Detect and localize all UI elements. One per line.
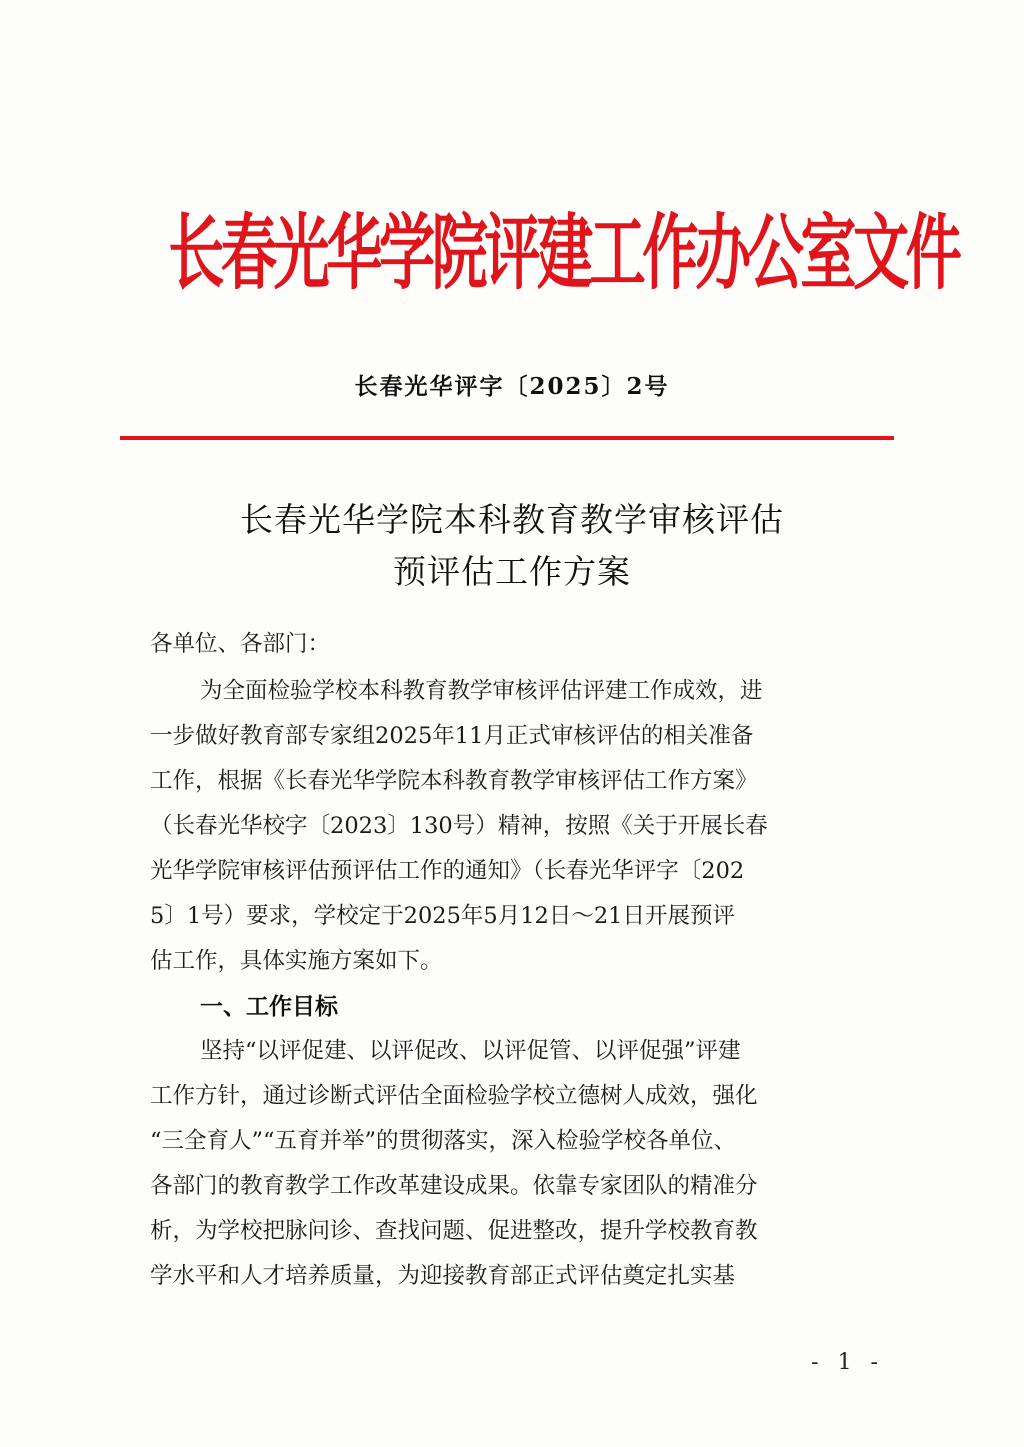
document-masthead: 长春光华学院评建工作办公室文件 bbox=[168, 206, 959, 302]
paragraph-1-line-3: 工作，根据《长春光华学院本科教育教学审核评估工作方案》 bbox=[150, 768, 758, 794]
section-heading-1: 一、工作目标 bbox=[200, 994, 338, 1020]
paragraph-2-line-3: “三全育人”“五育并举”的贯彻落实，深入检验学校各单位、 bbox=[150, 1128, 737, 1154]
paragraph-2-line-4: 各部门的教育教学工作改革建设成果。依靠专家团队的精准分 bbox=[150, 1173, 758, 1199]
paragraph-1-line-5: 光华学院审核评估预评估工作的通知》（长春光华评字〔202 bbox=[150, 858, 745, 884]
paragraph-2-line-2: 工作方针，通过诊断式评估全面检验学校立德树人成效，强化 bbox=[150, 1083, 758, 1109]
paragraph-2-line-1: 坚持“以评促建、以评促改、以评促管、以评促强”评建 bbox=[200, 1038, 741, 1064]
paragraph-1-line-4: （长春光华校字〔2023〕130号）精神，按照《关于开展长春 bbox=[150, 813, 768, 839]
paragraph-1-line-7: 估工作，具体实施方案如下。 bbox=[150, 948, 443, 974]
page-number: - 1 - bbox=[811, 1350, 884, 1375]
salutation: 各单位、各部门： bbox=[150, 631, 331, 657]
document-number: 长春光华评字〔2025〕2号 bbox=[354, 373, 670, 400]
paragraph-1-line-1: 为全面检验学校本科教育教学审核评估评建工作成效，进 bbox=[200, 678, 763, 704]
document-title bbox=[0, 494, 1024, 598]
paragraph-1-line-2: 一步做好教育部专家组2025年11月正式审核评估的相关准备 bbox=[150, 723, 754, 749]
paragraph-2-line-6: 学水平和人才培养质量，为迎接教育部正式评估奠定扎实基 bbox=[150, 1263, 736, 1289]
paragraph-2-line-5: 析，为学校把脉问诊、查找问题、促进整改，提升学校教育教 bbox=[150, 1218, 758, 1244]
title-line-2: 预评估工作方案 bbox=[393, 552, 631, 591]
paragraph-1-line-6: 5〕1号）要求，学校定于2025年5月12日～21日开展预评 bbox=[150, 903, 735, 929]
title-line-1: 长春光华学院本科教育教学审核评估 bbox=[240, 500, 784, 539]
red-divider-rule bbox=[120, 436, 894, 440]
